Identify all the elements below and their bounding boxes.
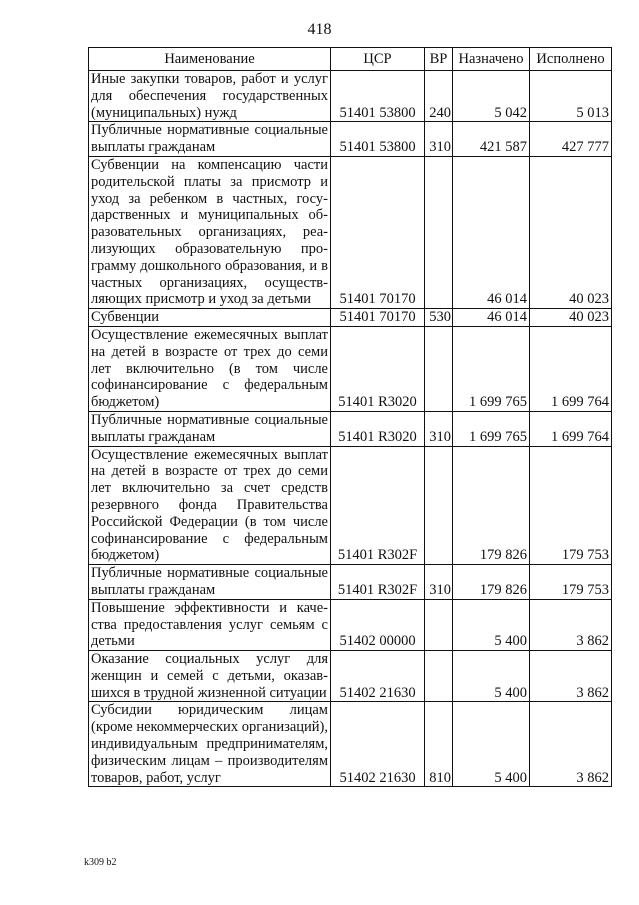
row-csr: 51401 70170	[331, 309, 425, 327]
row-executed: 3 862	[530, 651, 612, 702]
row-csr: 51401 53800	[331, 71, 425, 122]
row-executed: 3 862	[530, 702, 612, 787]
row-executed: 40 023	[530, 309, 612, 327]
row-csr: 51401 R302F	[331, 565, 425, 600]
row-vr	[425, 446, 453, 565]
row-executed: 179 753	[530, 565, 612, 600]
row-csr: 51401 R3020	[331, 411, 425, 446]
row-csr: 51401 53800	[331, 122, 425, 157]
page-number: 418	[307, 21, 332, 38]
row-vr: 310	[425, 411, 453, 446]
row-assigned: 1 699 765	[453, 326, 530, 411]
row-vr: 530	[425, 309, 453, 327]
row-assigned: 46 014	[453, 309, 530, 327]
row-csr: 51402 21630	[331, 702, 425, 787]
table-row	[89, 122, 612, 157]
table-row	[89, 156, 612, 308]
header-executed: Исполнено	[530, 48, 612, 71]
row-executed: 179 753	[530, 446, 612, 565]
row-assigned: 5 400	[453, 651, 530, 702]
budget-table	[88, 47, 612, 787]
footer-code: k309 b2	[84, 857, 117, 868]
table-row	[89, 565, 612, 600]
row-name: Субсидии юридическим лицам (кроме некоммерческих организаций), индивидуальным предпринимателям, физическим лицам – производителям товаров, работ, услуг	[89, 702, 331, 787]
header-csr: ЦСР	[331, 48, 425, 71]
row-assigned: 5 400	[453, 702, 530, 787]
row-name: Повышение эффективности и качества предоставления услуг семьям с детьми	[89, 599, 331, 650]
row-vr: 240	[425, 71, 453, 122]
row-executed: 1 699 764	[530, 326, 612, 411]
table-row	[89, 411, 612, 446]
row-executed: 40 023	[530, 156, 612, 308]
row-csr: 51402 21630	[331, 651, 425, 702]
row-name: Субвенции на компенсацию части родительской платы за присмотр и уход за ребенком в частных, государственных и муниципальных образовательных организациях, реализующих образовательную программу дошкольного образования, и в частных организациях, осуществляющих присмотр и уход за детьми	[89, 156, 331, 308]
row-assigned: 5 400	[453, 599, 530, 650]
table-row	[89, 326, 612, 411]
row-assigned: 46 014	[453, 156, 530, 308]
table-header	[89, 48, 612, 71]
row-vr	[425, 326, 453, 411]
table-row	[89, 599, 612, 650]
row-executed: 1 699 764	[530, 411, 612, 446]
row-vr	[425, 651, 453, 702]
table-body	[89, 71, 612, 787]
row-executed: 3 862	[530, 599, 612, 650]
table-row	[89, 446, 612, 565]
header-assigned: Назначено	[453, 48, 530, 71]
header-row	[89, 48, 612, 71]
row-assigned: 179 826	[453, 565, 530, 600]
row-name: Публичные нормативные социальные выплаты гражданам	[89, 122, 331, 157]
row-vr: 310	[425, 565, 453, 600]
row-assigned: 1 699 765	[453, 411, 530, 446]
table-row	[89, 71, 612, 122]
row-vr: 810	[425, 702, 453, 787]
table-row	[89, 651, 612, 702]
row-name: Осуществление ежемесячных выплат на детей в возрасте от трех до семи лет включительно (в том числе софинансирование с федеральным бюджетом)	[89, 326, 331, 411]
row-assigned: 5 042	[453, 71, 530, 122]
row-csr: 51402 00000	[331, 599, 425, 650]
table-row	[89, 702, 612, 787]
row-name: Публичные нормативные социальные выплаты гражданам	[89, 411, 331, 446]
row-executed: 427 777	[530, 122, 612, 157]
row-vr	[425, 156, 453, 308]
row-csr: 51401 R302F	[331, 446, 425, 565]
row-csr: 51401 R3020	[331, 326, 425, 411]
row-assigned: 179 826	[453, 446, 530, 565]
row-name: Оказание социальных услуг для женщин и семей с детьми, оказавшихся в трудной жизненной ситуации	[89, 651, 331, 702]
header-name: Наименование	[89, 48, 331, 71]
table-row	[89, 309, 612, 327]
row-vr	[425, 599, 453, 650]
row-vr: 310	[425, 122, 453, 157]
row-assigned: 421 587	[453, 122, 530, 157]
header-vr: ВР	[425, 48, 453, 71]
row-executed: 5 013	[530, 71, 612, 122]
row-name: Иные закупки товаров, работ и услуг для обеспечения государственных (муниципальных) нужд	[89, 71, 331, 122]
row-csr: 51401 70170	[331, 156, 425, 308]
row-name: Осуществление ежемесячных выплат на детей в возрасте от трех до семи лет включительно за счет средств резервного фонда Правительства Российской Федерации (в том числе софинансирование с федеральным бюджетом)	[89, 446, 331, 565]
row-name: Субвенции	[89, 309, 331, 327]
row-name: Публичные нормативные социальные выплаты гражданам	[89, 565, 331, 600]
